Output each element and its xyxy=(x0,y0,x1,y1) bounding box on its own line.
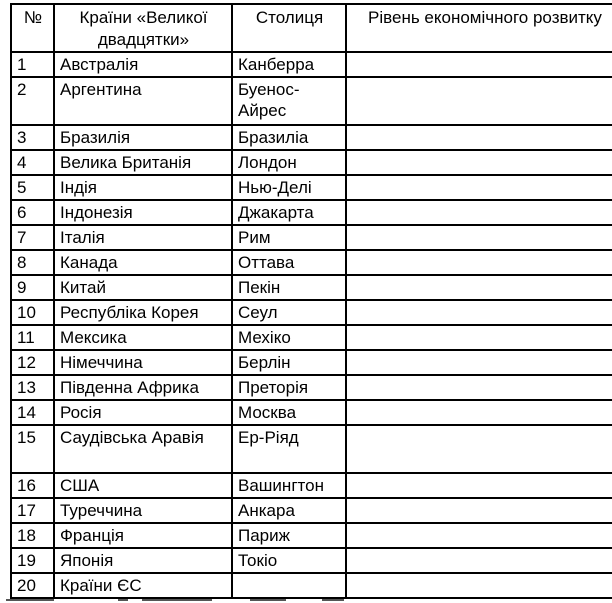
g20-countries-table xyxy=(10,3,612,599)
row-country-cell: Росія xyxy=(54,400,232,425)
row-number-cell: 18 xyxy=(11,523,54,548)
table-row xyxy=(11,225,612,250)
row-country-cell: Південна Африка xyxy=(54,375,232,400)
row-economic-level-cell xyxy=(346,400,612,425)
row-country-cell: США xyxy=(54,473,232,498)
row-economic-level-cell xyxy=(346,175,612,200)
table-row xyxy=(11,400,612,425)
table-row xyxy=(11,250,612,275)
table-row xyxy=(11,473,612,498)
row-economic-level-cell xyxy=(346,275,612,300)
row-country-cell: Мексика xyxy=(54,325,232,350)
row-country-cell: Канада xyxy=(54,250,232,275)
header-economic-level: Рівень економічного розвитку xyxy=(346,4,612,52)
row-number-cell: 7 xyxy=(11,225,54,250)
row-country-cell: Китай xyxy=(54,275,232,300)
header-number: № xyxy=(11,4,54,52)
cropped-text-line xyxy=(0,597,612,603)
row-country-cell: Саудівська Аравія xyxy=(54,425,232,473)
row-number-cell: 16 xyxy=(11,473,54,498)
row-capital-cell: Преторія xyxy=(232,375,346,400)
row-number-cell: 12 xyxy=(11,350,54,375)
table-row xyxy=(11,523,612,548)
row-number-cell: 11 xyxy=(11,325,54,350)
row-number-cell: 13 xyxy=(11,375,54,400)
row-economic-level-cell xyxy=(346,375,612,400)
table-row xyxy=(11,125,612,150)
row-capital-cell: Пекін xyxy=(232,275,346,300)
row-number-cell: 14 xyxy=(11,400,54,425)
row-country-cell: Індонезія xyxy=(54,200,232,225)
row-country-cell: Бразилія xyxy=(54,125,232,150)
table-row xyxy=(11,275,612,300)
row-number-cell: 8 xyxy=(11,250,54,275)
table-row xyxy=(11,77,612,125)
header-capital: Столиця xyxy=(232,4,346,52)
row-number-cell: 1 xyxy=(11,52,54,77)
row-capital-cell: Рим xyxy=(232,225,346,250)
row-country-cell: Індія xyxy=(54,175,232,200)
table-row xyxy=(11,498,612,523)
table-row xyxy=(11,548,612,573)
row-economic-level-cell xyxy=(346,200,612,225)
row-number-cell: 6 xyxy=(11,200,54,225)
table-row xyxy=(11,350,612,375)
row-country-cell: Велика Британія xyxy=(54,150,232,175)
table-row xyxy=(11,200,612,225)
row-country-cell: Італія xyxy=(54,225,232,250)
row-capital-cell xyxy=(232,573,346,598)
table-row xyxy=(11,175,612,200)
row-capital-cell: Москва xyxy=(232,400,346,425)
row-capital-cell: Нью-Делі xyxy=(232,175,346,200)
row-economic-level-cell xyxy=(346,77,612,125)
table-body xyxy=(11,52,612,598)
row-economic-level-cell xyxy=(346,125,612,150)
table-row xyxy=(11,425,612,473)
table-row xyxy=(11,52,612,77)
row-number-cell: 10 xyxy=(11,300,54,325)
row-number-cell: 15 xyxy=(11,425,54,473)
row-number-cell: 5 xyxy=(11,175,54,200)
row-capital-cell: Сеул xyxy=(232,300,346,325)
row-country-cell: Країни ЄС xyxy=(54,573,232,598)
row-economic-level-cell xyxy=(346,523,612,548)
row-number-cell: 2 xyxy=(11,77,54,125)
row-number-cell: 19 xyxy=(11,548,54,573)
row-capital-cell: Лондон xyxy=(232,150,346,175)
row-economic-level-cell xyxy=(346,250,612,275)
row-economic-level-cell xyxy=(346,325,612,350)
table-row xyxy=(11,325,612,350)
table-row xyxy=(11,573,612,598)
row-capital-cell: Джакарта xyxy=(232,200,346,225)
row-capital-cell: Вашингтон xyxy=(232,473,346,498)
row-economic-level-cell xyxy=(346,425,612,473)
row-country-cell: Австралія xyxy=(54,52,232,77)
row-capital-cell: Ер-Ріяд xyxy=(232,425,346,473)
row-capital-cell: Берлін xyxy=(232,350,346,375)
row-capital-cell: Париж xyxy=(232,523,346,548)
row-number-cell: 20 xyxy=(11,573,54,598)
table-header-row xyxy=(11,4,612,52)
row-country-cell: Франція xyxy=(54,523,232,548)
row-number-cell: 17 xyxy=(11,498,54,523)
row-number-cell: 9 xyxy=(11,275,54,300)
row-number-cell: 3 xyxy=(11,125,54,150)
row-country-cell: Республіка Корея xyxy=(54,300,232,325)
row-capital-cell: Канберра xyxy=(232,52,346,77)
row-economic-level-cell xyxy=(346,52,612,77)
row-country-cell: Туреччина xyxy=(54,498,232,523)
row-capital-cell: Мехіко xyxy=(232,325,346,350)
table-row xyxy=(11,150,612,175)
header-country: Країни «Великої двадцятки» xyxy=(54,4,232,52)
table-row xyxy=(11,375,612,400)
row-economic-level-cell xyxy=(346,350,612,375)
row-capital-cell: Буенос-Айрес xyxy=(232,77,346,125)
row-country-cell: Аргентина xyxy=(54,77,232,125)
row-economic-level-cell xyxy=(346,573,612,598)
row-economic-level-cell xyxy=(346,300,612,325)
row-capital-cell: Бразиліа xyxy=(232,125,346,150)
row-economic-level-cell xyxy=(346,473,612,498)
row-economic-level-cell xyxy=(346,498,612,523)
row-capital-cell: Оттава xyxy=(232,250,346,275)
row-capital-cell: Анкара xyxy=(232,498,346,523)
row-economic-level-cell xyxy=(346,548,612,573)
row-country-cell: Німеччина xyxy=(54,350,232,375)
table-row xyxy=(11,300,612,325)
row-economic-level-cell xyxy=(346,225,612,250)
row-economic-level-cell xyxy=(346,150,612,175)
row-number-cell: 4 xyxy=(11,150,54,175)
row-capital-cell: Токіо xyxy=(232,548,346,573)
row-country-cell: Японія xyxy=(54,548,232,573)
